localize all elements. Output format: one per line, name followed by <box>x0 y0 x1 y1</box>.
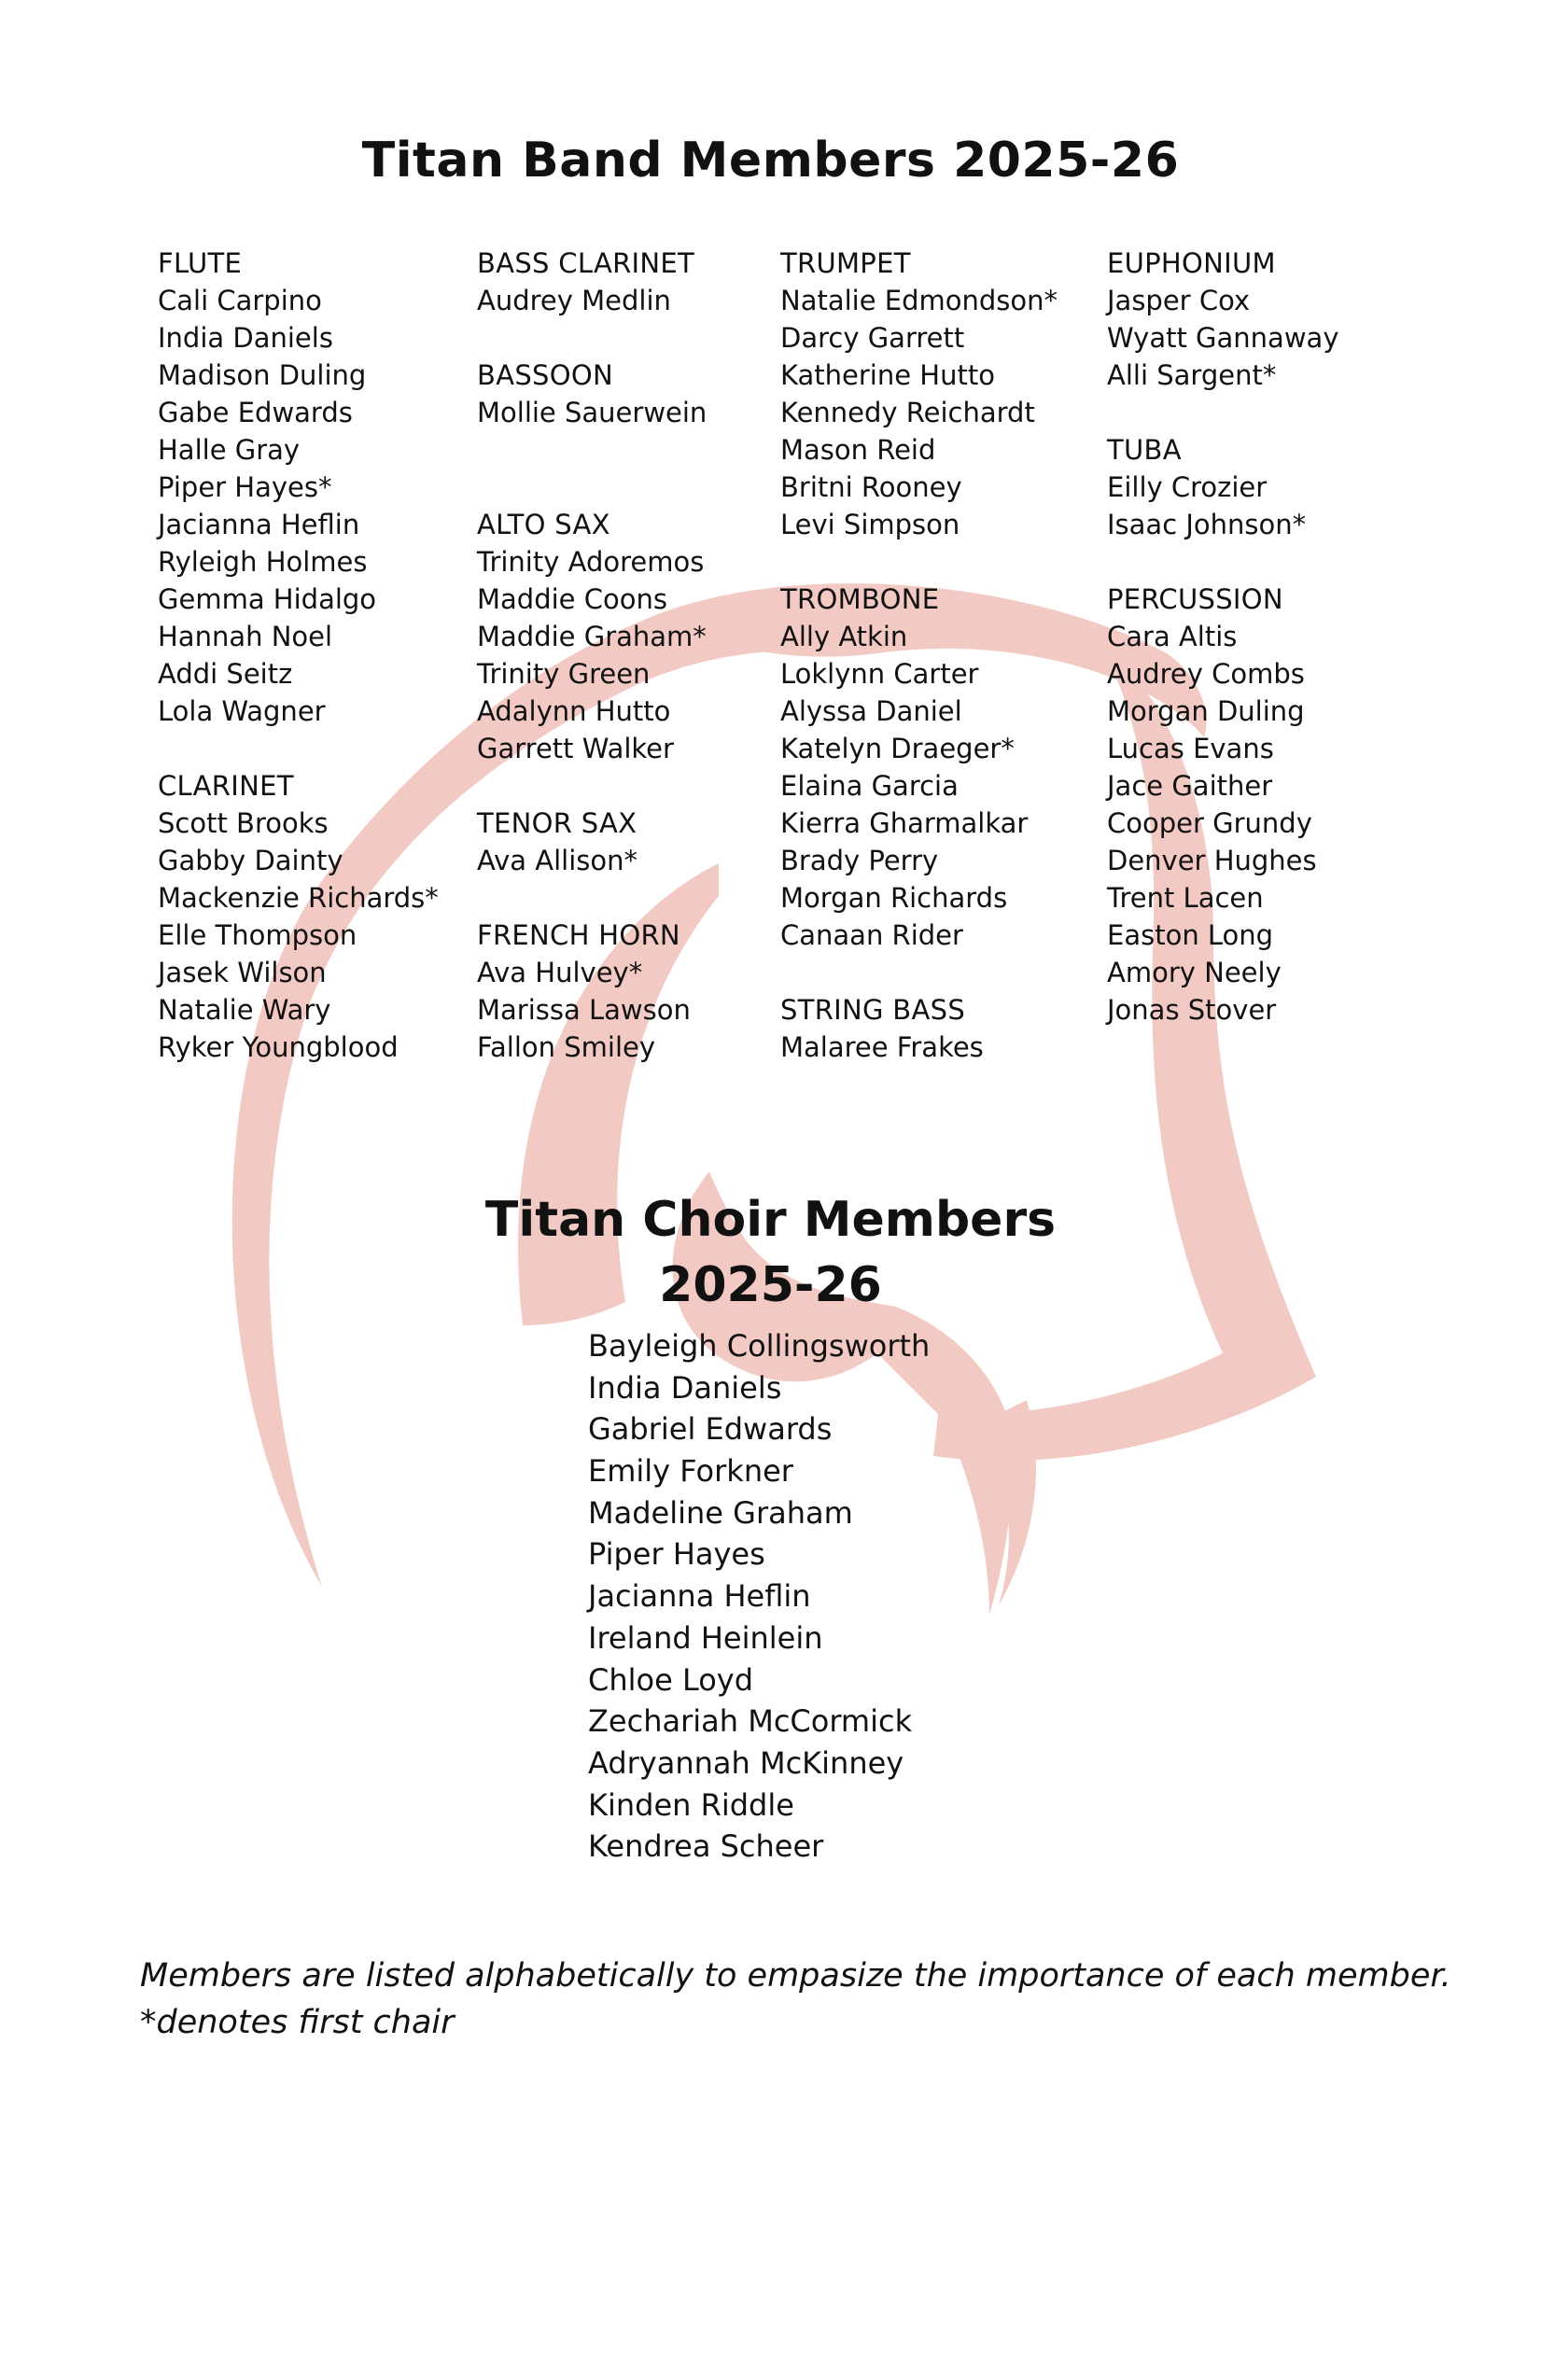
band-member: Natalie Edmondson* <box>780 285 1058 316</box>
section-heading: PERCUSSION <box>1107 583 1283 615</box>
choir-member: Bayleigh Collingsworth <box>588 1328 931 1364</box>
band-member: Levi Simpson <box>780 509 960 540</box>
spacer <box>780 954 1058 991</box>
band-member: Halle Gray <box>158 434 301 466</box>
choir-title-line1: Titan Choir Members <box>484 1192 1057 1248</box>
band-member: Jonas Stover <box>1107 994 1277 1026</box>
choir-member: Piper Hayes <box>588 1536 765 1573</box>
footnote <box>140 1953 1451 2046</box>
band-member: Amory Neely <box>1107 957 1282 988</box>
spacer <box>158 730 439 767</box>
band-title: Titan Band Members 2025-26 <box>361 133 1180 189</box>
band-member: Ryleigh Holmes <box>158 546 368 578</box>
band-member: Darcy Garrett <box>780 322 965 354</box>
band-member: Brady Perry <box>780 845 939 876</box>
band-column-4 <box>1107 245 1338 1029</box>
band-member: Addi Seitz <box>158 658 293 690</box>
band-member: Alli Sargent* <box>1107 359 1277 391</box>
band-member: Cooper Grundy <box>1107 807 1312 839</box>
band-member: Mollie Sauerwein <box>477 397 707 428</box>
band-member: Maddie Graham* <box>477 621 707 652</box>
band-member: Marissa Lawson <box>477 994 691 1026</box>
band-member: Katherine Hutto <box>780 359 995 391</box>
band-member: Lucas Evans <box>1107 733 1274 764</box>
choir-member: Kendrea Scheer <box>588 1828 824 1865</box>
section-heading: TUBA <box>1107 434 1182 466</box>
choir-member: Kinden Riddle <box>588 1786 794 1823</box>
band-member: Katelyn Draeger* <box>780 733 1015 764</box>
band-member: Ava Hulvey* <box>477 957 643 988</box>
choir-member: Madeline Graham <box>588 1494 853 1531</box>
choir-member: Zechariah McCormick <box>588 1703 913 1740</box>
band-member: Ally Atkin <box>780 621 908 652</box>
band-member: Hannah Noel <box>158 621 333 652</box>
band-member: Trinity Adoremos <box>477 546 705 578</box>
band-member: Piper Hayes* <box>158 471 332 503</box>
section-heading: STRING BASS <box>780 994 966 1026</box>
band-member: Jasek Wilson <box>158 957 327 988</box>
band-member: Denver Hughes <box>1107 845 1317 876</box>
section-heading: TRUMPET <box>780 247 911 279</box>
band-member: Fallon Smiley <box>477 1031 656 1063</box>
band-member: Jasper Cox <box>1107 285 1251 316</box>
band-column-2 <box>477 245 707 1066</box>
choir-member: Adryannah McKinney <box>588 1744 904 1781</box>
band-member: Kierra Gharmalkar <box>780 807 1029 839</box>
section-heading: BASSOON <box>477 359 613 391</box>
band-member: Jacianna Heflin <box>158 509 360 540</box>
section-heading: CLARINET <box>158 770 294 802</box>
band-member: Cara Altis <box>1107 621 1238 652</box>
band-member: Eilly Crozier <box>1107 471 1268 503</box>
choir-member-list <box>588 1325 930 1868</box>
choir-member: India Daniels <box>588 1369 782 1406</box>
spacer <box>477 767 707 805</box>
band-member: Mackenzie Richards* <box>158 882 439 914</box>
section-heading: TENOR SAX <box>477 807 637 839</box>
spacer <box>1107 394 1338 431</box>
choir-title <box>0 1187 1541 1318</box>
choir-title-line2: 2025-26 <box>659 1257 882 1313</box>
band-member: Morgan Richards <box>780 882 1008 914</box>
band-member: Natalie Wary <box>158 994 331 1026</box>
band-member: Kennedy Reichardt <box>780 397 1035 428</box>
band-member: India Daniels <box>158 322 333 354</box>
spacer <box>1107 543 1338 581</box>
section-heading: BASS CLARINET <box>477 247 695 279</box>
section-heading: FLUTE <box>158 247 243 279</box>
choir-member: Emily Forkner <box>588 1453 793 1490</box>
band-member: Lola Wagner <box>158 695 326 727</box>
band-member: Wyatt Gannaway <box>1107 322 1339 354</box>
band-member: Trent Lacen <box>1107 882 1264 914</box>
band-member: Morgan Duling <box>1107 695 1305 727</box>
band-member: Ryker Youngblood <box>158 1031 399 1063</box>
spacer <box>477 431 707 469</box>
band-member: Jace Gaither <box>1107 770 1273 802</box>
band-column-1 <box>158 245 439 1066</box>
band-member: Alyssa Daniel <box>780 695 962 727</box>
band-member: Elle Thompson <box>158 919 357 951</box>
band-member: Trinity Green <box>477 658 651 690</box>
band-member: Gemma Hidalgo <box>158 583 377 615</box>
band-member: Loklynn Carter <box>780 658 979 690</box>
band-member: Elaina Garcia <box>780 770 959 802</box>
band-member: Malaree Frakes <box>780 1031 984 1063</box>
band-member: Adalynn Hutto <box>477 695 671 727</box>
band-member: Scott Brooks <box>158 807 329 839</box>
section-heading: EUPHONIUM <box>1107 247 1276 279</box>
band-member: Isaac Johnson* <box>1107 509 1307 540</box>
choir-member: Gabriel Edwards <box>588 1411 833 1448</box>
choir-member: Ireland Heinlein <box>588 1619 823 1656</box>
band-member: Garrett Walker <box>477 733 674 764</box>
band-member: Mason Reid <box>780 434 936 466</box>
choir-member: Jacianna Heflin <box>588 1578 811 1615</box>
band-member: Audrey Medlin <box>477 285 671 316</box>
spacer <box>477 469 707 506</box>
band-column-3 <box>780 245 1058 1066</box>
band-member: Cali Carpino <box>158 285 322 316</box>
section-heading: FRENCH HORN <box>477 919 680 951</box>
band-member: Gabby Dainty <box>158 845 343 876</box>
section-heading: TROMBONE <box>780 583 940 615</box>
choir-member: Chloe Loyd <box>588 1661 754 1698</box>
band-member: Gabe Edwards <box>158 397 353 428</box>
band-member: Audrey Combs <box>1107 658 1305 690</box>
band-member: Canaan Rider <box>780 919 963 951</box>
band-member: Maddie Coons <box>477 583 667 615</box>
footnote-line2: *denotes first chair <box>140 2004 455 2041</box>
spacer <box>477 879 707 917</box>
spacer <box>780 543 1058 581</box>
band-member: Madison Duling <box>158 359 367 391</box>
band-member: Ava Allison* <box>477 845 638 876</box>
footnote-line1: Members are listed alphabetically to empasize the importance of each member. <box>140 1957 1451 1995</box>
band-member: Easton Long <box>1107 919 1274 951</box>
band-member: Britni Rooney <box>780 471 962 503</box>
spacer <box>477 319 707 357</box>
section-heading: ALTO SAX <box>477 509 610 540</box>
